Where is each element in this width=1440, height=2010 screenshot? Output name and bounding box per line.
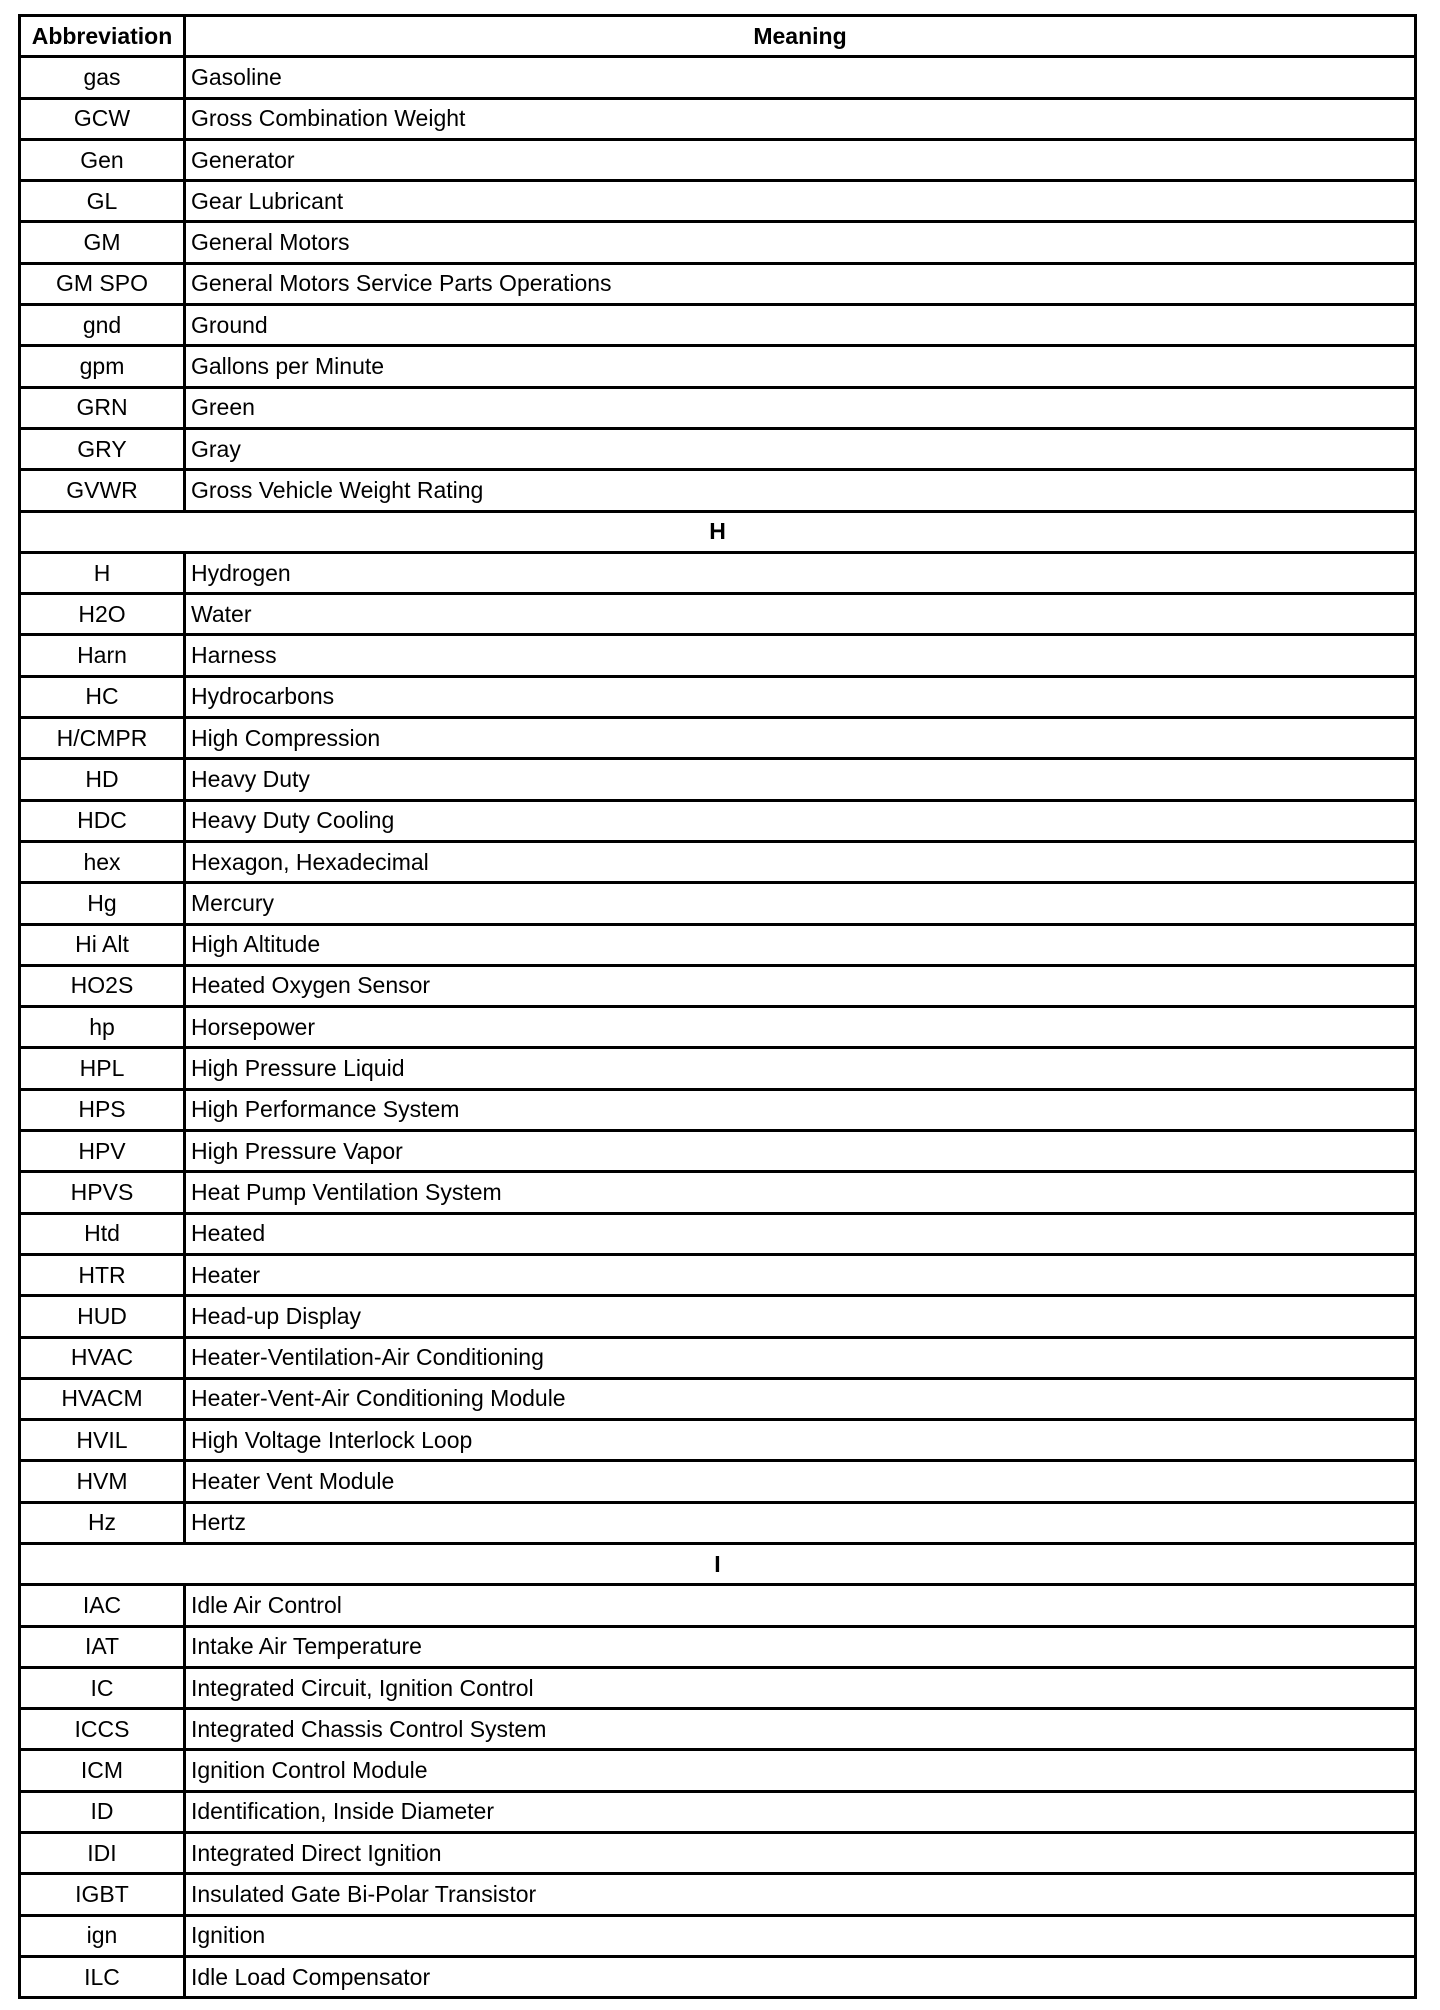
header-row [20, 16, 1416, 57]
table-row [20, 552, 1416, 593]
abbreviation-cell: ign [20, 1915, 185, 1956]
table-row [20, 387, 1416, 428]
table-row [20, 1378, 1416, 1419]
meaning-cell: Gray [185, 428, 1416, 469]
abbreviation-cell: HVM [20, 1461, 185, 1502]
table-row [20, 1213, 1416, 1254]
abbreviation-cell: gpm [20, 346, 185, 387]
abbreviation-cell: HO2S [20, 965, 185, 1006]
meaning-cell: Heat Pump Ventilation System [185, 1172, 1416, 1213]
meaning-cell: High Pressure Liquid [185, 1048, 1416, 1089]
meaning-cell: Gross Combination Weight [185, 98, 1416, 139]
abbreviation-cell: Hz [20, 1502, 185, 1543]
meaning-cell: Heated [185, 1213, 1416, 1254]
abbreviation-cell: HPS [20, 1089, 185, 1130]
meaning-cell: Integrated Direct Ignition [185, 1833, 1416, 1874]
meaning-cell: High Performance System [185, 1089, 1416, 1130]
meaning-cell: Heater Vent Module [185, 1461, 1416, 1502]
abbreviation-cell: HDC [20, 800, 185, 841]
table-row [20, 428, 1416, 469]
abbreviation-cell: HUD [20, 1296, 185, 1337]
meaning-cell: Hexagon, Hexadecimal [185, 841, 1416, 882]
table-row [20, 635, 1416, 676]
table-row [20, 305, 1416, 346]
table-row [20, 1007, 1416, 1048]
table-row [20, 1626, 1416, 1667]
abbreviation-cell: HPVS [20, 1172, 185, 1213]
meaning-cell: Water [185, 594, 1416, 635]
meaning-cell: Green [185, 387, 1416, 428]
meaning-cell: Head-up Display [185, 1296, 1416, 1337]
meaning-cell: Idle Air Control [185, 1585, 1416, 1626]
abbreviation-cell: ID [20, 1791, 185, 1832]
section-letter: I [20, 1543, 1416, 1584]
meaning-cell: High Altitude [185, 924, 1416, 965]
abbreviation-cell: GL [20, 181, 185, 222]
abbreviation-table [18, 14, 1417, 1999]
abbreviation-cell: GVWR [20, 470, 185, 511]
table-row [20, 1791, 1416, 1832]
abbreviation-cell: Gen [20, 139, 185, 180]
table-row [20, 1048, 1416, 1089]
table-row [20, 1750, 1416, 1791]
meaning-cell: Identification, Inside Diameter [185, 1791, 1416, 1832]
abbreviation-cell: GCW [20, 98, 185, 139]
abbreviation-cell: Hg [20, 883, 185, 924]
meaning-cell: Heavy Duty Cooling [185, 800, 1416, 841]
table-row [20, 1420, 1416, 1461]
table-row [20, 98, 1416, 139]
meaning-cell: Gear Lubricant [185, 181, 1416, 222]
table-row [20, 1089, 1416, 1130]
abbreviation-cell: hex [20, 841, 185, 882]
meaning-cell: Ignition Control Module [185, 1750, 1416, 1791]
table-row [20, 57, 1416, 98]
meaning-cell: Heavy Duty [185, 759, 1416, 800]
table-row [20, 841, 1416, 882]
abbreviation-cell: gnd [20, 305, 185, 346]
abbreviation-cell: HTR [20, 1254, 185, 1295]
table-row [20, 1254, 1416, 1295]
abbreviation-cell: GRN [20, 387, 185, 428]
abbreviation-header: Abbreviation [20, 16, 185, 57]
meaning-cell: Intake Air Temperature [185, 1626, 1416, 1667]
abbreviation-cell: HPV [20, 1131, 185, 1172]
table-row [20, 1874, 1416, 1915]
meaning-cell: Integrated Circuit, Ignition Control [185, 1667, 1416, 1708]
abbreviation-cell: HD [20, 759, 185, 800]
table-row [20, 1337, 1416, 1378]
table-body [20, 57, 1416, 1998]
section-header-row [20, 1543, 1416, 1584]
meaning-cell: Gross Vehicle Weight Rating [185, 470, 1416, 511]
meaning-cell: High Compression [185, 718, 1416, 759]
meaning-cell: Generator [185, 139, 1416, 180]
abbreviation-cell: HPL [20, 1048, 185, 1089]
abbreviation-cell: Harn [20, 635, 185, 676]
table-row [20, 1667, 1416, 1708]
meaning-cell: High Voltage Interlock Loop [185, 1420, 1416, 1461]
abbreviation-cell: Htd [20, 1213, 185, 1254]
table-row [20, 1172, 1416, 1213]
abbreviation-cell: GRY [20, 428, 185, 469]
table-row [20, 470, 1416, 511]
table-row [20, 1296, 1416, 1337]
abbreviation-cell: hp [20, 1007, 185, 1048]
abbreviation-cell: IC [20, 1667, 185, 1708]
table-row [20, 1709, 1416, 1750]
section-letter: H [20, 511, 1416, 552]
table-row [20, 594, 1416, 635]
abbreviation-cell: H [20, 552, 185, 593]
meaning-cell: Hertz [185, 1502, 1416, 1543]
abbreviation-cell: gas [20, 57, 185, 98]
table-row [20, 718, 1416, 759]
meaning-cell: High Pressure Vapor [185, 1131, 1416, 1172]
table-row [20, 1461, 1416, 1502]
abbreviation-cell: HC [20, 676, 185, 717]
meaning-cell: Gallons per Minute [185, 346, 1416, 387]
abbreviation-cell: ICM [20, 1750, 185, 1791]
table-row [20, 222, 1416, 263]
abbreviation-cell: Hi Alt [20, 924, 185, 965]
meaning-cell: Ground [185, 305, 1416, 346]
table-row [20, 139, 1416, 180]
table-row [20, 800, 1416, 841]
abbreviation-cell: HVACM [20, 1378, 185, 1419]
abbreviation-cell: HVAC [20, 1337, 185, 1378]
meaning-cell: Hydrocarbons [185, 676, 1416, 717]
abbreviation-cell: IDI [20, 1833, 185, 1874]
table-row [20, 924, 1416, 965]
abbreviation-cell: GM [20, 222, 185, 263]
section-header-row [20, 511, 1416, 552]
table-row [20, 1956, 1416, 1997]
abbreviation-cell: ILC [20, 1956, 185, 1997]
table-row [20, 883, 1416, 924]
table-row [20, 1915, 1416, 1956]
meaning-cell: General Motors [185, 222, 1416, 263]
meaning-cell: Integrated Chassis Control System [185, 1709, 1416, 1750]
meaning-cell: Heater-Vent-Air Conditioning Module [185, 1378, 1416, 1419]
table-row [20, 1833, 1416, 1874]
table-row [20, 263, 1416, 304]
table-row [20, 1131, 1416, 1172]
abbreviation-cell: IGBT [20, 1874, 185, 1915]
meaning-cell: Heater [185, 1254, 1416, 1295]
table-row [20, 1502, 1416, 1543]
abbreviation-cell: HVIL [20, 1420, 185, 1461]
meaning-cell: General Motors Service Parts Operations [185, 263, 1416, 304]
meaning-cell: Mercury [185, 883, 1416, 924]
table-row [20, 759, 1416, 800]
meaning-cell: Ignition [185, 1915, 1416, 1956]
abbreviation-cell: ICCS [20, 1709, 185, 1750]
meaning-cell: Horsepower [185, 1007, 1416, 1048]
meaning-cell: Heater-Ventilation-Air Conditioning [185, 1337, 1416, 1378]
meaning-cell: Harness [185, 635, 1416, 676]
table-row [20, 1585, 1416, 1626]
meaning-cell: Insulated Gate Bi-Polar Transistor [185, 1874, 1416, 1915]
abbreviation-cell: GM SPO [20, 263, 185, 304]
meaning-cell: Heated Oxygen Sensor [185, 965, 1416, 1006]
meaning-cell: Idle Load Compensator [185, 1956, 1416, 1997]
meaning-header: Meaning [185, 16, 1416, 57]
abbreviation-cell: H/CMPR [20, 718, 185, 759]
abbreviation-cell: IAT [20, 1626, 185, 1667]
table-row [20, 181, 1416, 222]
meaning-cell: Gasoline [185, 57, 1416, 98]
table-row [20, 965, 1416, 1006]
table-row [20, 676, 1416, 717]
meaning-cell: Hydrogen [185, 552, 1416, 593]
abbreviation-cell: H2O [20, 594, 185, 635]
abbreviation-cell: IAC [20, 1585, 185, 1626]
table-row [20, 346, 1416, 387]
